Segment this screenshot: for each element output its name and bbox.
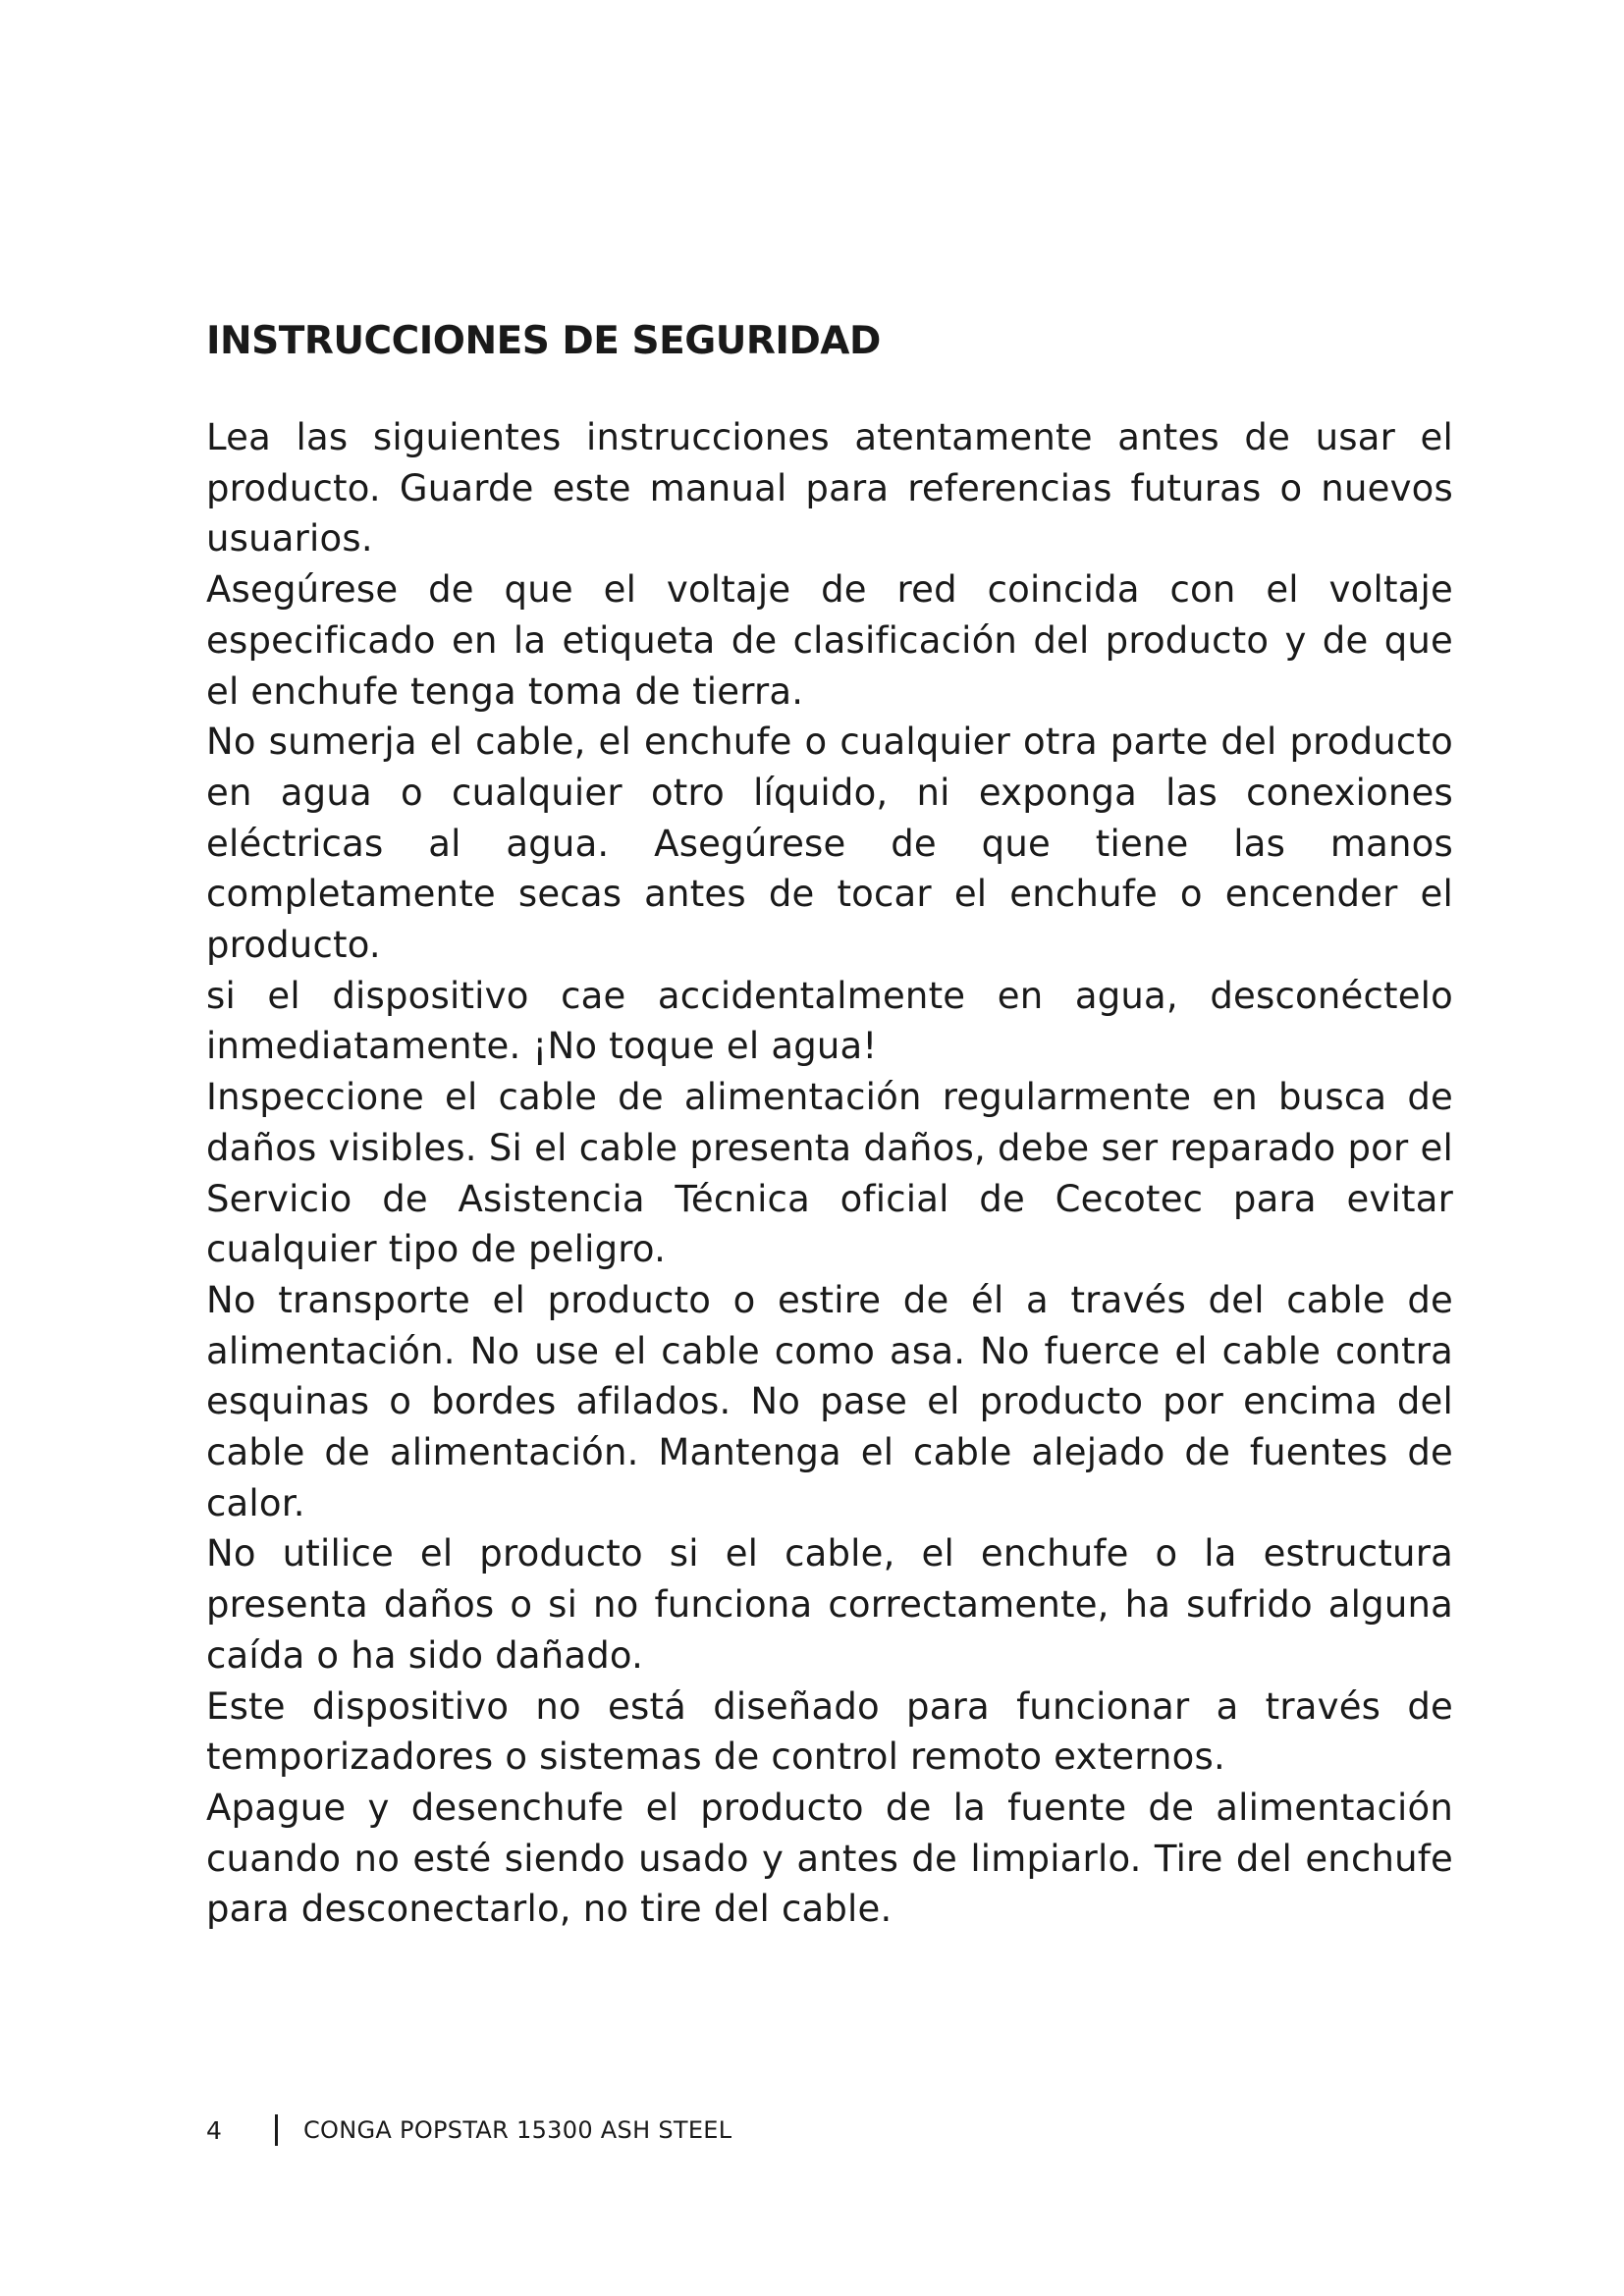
paragraph-cable-handling: No transporte el producto o estire de él a través del cable de alimentación. No use el cable como asa. No fuerce el cable contra esquinas o bordes afilados. No pase el producto por encima del cable de alimentación. Mantenga el cable alejado de fuentes de calor. — [206, 1278, 1453, 1524]
paragraph-falls-in-water: si el dispositivo cae accidentalmente en agua, desconéctelo inmediatamente. ¡No toque el agua! — [206, 974, 1453, 1068]
paragraph-voltage: Asegúrese de que el voltaje de red coincida con el voltaje especificado en la etiqueta de clasificación del producto y de que el enchufe tenga toma de tierra. — [206, 568, 1453, 713]
footer-divider — [275, 2114, 278, 2146]
page-content — [206, 312, 1453, 1935]
footer-product-name: CONGA POPSTAR 15300 ASH STEEL — [303, 2116, 732, 2144]
paragraph-no-submerge: No sumerja el cable, el enchufe o cualquier otra parte del producto en agua o cualquier otro líquido, ni exponga las conexiones eléctricas al agua. Asegúrese de que tiene las manos completamente secas antes de tocar el enchufe o encender el producto. — [206, 721, 1453, 967]
paragraph-timers: Este dispositivo no está diseñado para funcionar a través de temporizadores o sistemas de control remoto externos. — [206, 1684, 1453, 1779]
paragraph-read-instructions: Lea las siguientes instrucciones atentamente antes de usar el producto. Guarde este manual para referencias futuras o nuevos usuarios. — [206, 416, 1453, 561]
page-footer — [206, 2110, 731, 2150]
paragraph-inspect-cable: Inspeccione el cable de alimentación regularmente en busca de daños visibles. Si el cable presenta daños, debe ser reparado por el Servicio de Asistencia Técnica oficial de Cecotec para evitar cualquier tipo de peligro. — [206, 1076, 1453, 1271]
page-number: 4 — [206, 2115, 222, 2145]
section-title: INSTRUCCIONES DE SEGURIDAD — [206, 319, 881, 363]
paragraph-damaged-product: No utilice el producto si el cable, el enchufe o la estructura presenta daños o si no funciona correctamente, ha sufrido alguna caída o ha sido dañado. — [206, 1532, 1453, 1677]
paragraph-unplug: Apague y desenchufe el producto de la fuente de alimentación cuando no esté siendo usado y antes de limpiarlo. Tire del enchufe para desconectarlo, no tire del cable. — [206, 1786, 1453, 1931]
